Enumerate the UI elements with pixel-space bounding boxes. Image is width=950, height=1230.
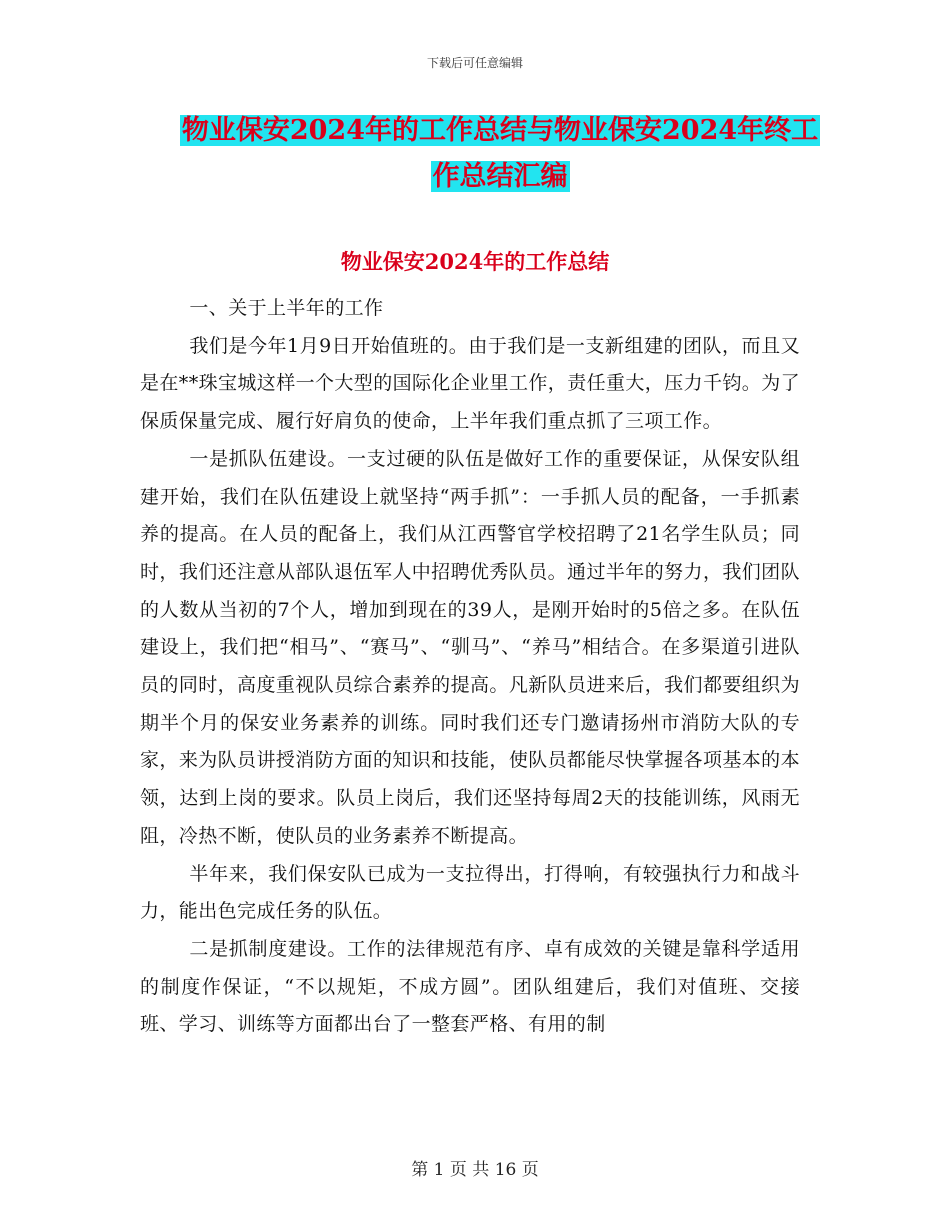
paragraph: 一是抓队伍建设。一支过硬的队伍是做好工作的重要保证，从保安队组建开始，我们在队伍建设上就坚持“两手抓”：一手抓人员的配备，一手抓素养的提高。在人员的配备上，我们从江西警官学校招聘了21名学生队员；同时，我们还注意从部队退伍军人中招聘优秀队员。通过半年的努力，我们团队的人数从当初的7个人，增加到现在的39人，是刚开始时的5倍之多。在队伍建设上，我们把“相马”、“赛马”、“驯马”、“养马”相结合。在多渠道引进队员的同时，高度重视队员综合素养的提高。凡新队员进来后，我们都要组织为期半个月的保安业务素养的训练。同时我们还专门邀请扬州市消防大队的专家，来为队员讲授消防方面的知识和技能，使队员都能尽快掌握各项基本的本领，达到上岗的要求。队员上岗后，我们还坚持每周2天的技能训练，风雨无阻，冷热不断，使队员的业务素养不断提高。 [140,447,800,847]
paragraph-heading: 一、关于上半年的工作 [189,297,384,319]
paragraph: 半年来，我们保安队已成为一支拉得出，打得响，有较强执行力和战斗力，能出色完成任务的队伍。 [140,862,800,923]
document-title-line-2: 作总结汇编 [432,161,568,192]
paragraph: 二是抓制度建设。工作的法律规范有序、卓有成效的关键是靠科学适用的制度作保证，“不以规矩，不成方圆”。团队组建后，我们对值班、交接班、学习、训练等方面都出台了一整套严格、有用的制 [140,937,800,1036]
page-number: 第 1 页 共 16 页 [411,1160,539,1180]
paragraph: 我们是今年1月9日开始值班的。由于我们是一支新组建的团队，而且又是在**珠宝城这样一个大型的国际化企业里工作，责任重大，压力千钧。为了保质保量完成、履行好肩负的使命，上半年我们重点抓了三项工作。 [140,334,801,433]
section-title: 物业保安2024年的工作总结 [340,249,610,274]
document-title-line-1: 物业保安2024年的工作总结与物业保安2024年终工 [181,115,819,146]
body-text [140,290,800,1044]
header-note: 下载后可任意编辑 [426,56,523,70]
document-title [150,108,850,200]
